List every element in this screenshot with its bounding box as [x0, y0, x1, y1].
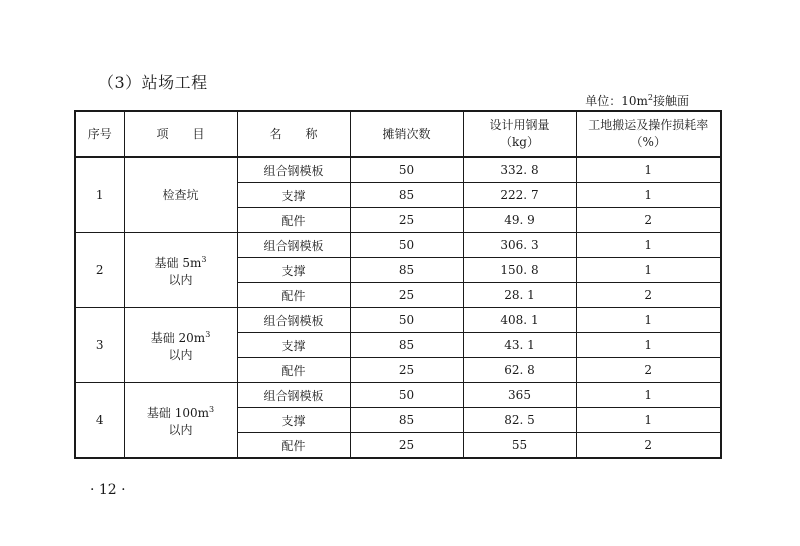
- cell-name: 组合钢模板: [237, 233, 350, 258]
- group-item-text: 基础 100m: [146, 406, 209, 420]
- group-item: [124, 157, 237, 233]
- cell-amortization: 85: [350, 258, 463, 283]
- cell-name: 组合钢模板: [237, 157, 350, 183]
- cell-steel: 222. 7: [463, 183, 576, 208]
- cell-steel: 150. 8: [463, 258, 576, 283]
- cell-name: 支撑: [237, 408, 350, 433]
- group-item: [124, 308, 237, 383]
- table-row: [75, 308, 721, 333]
- cell-steel: 28. 1: [463, 283, 576, 308]
- header-index: 序号: [75, 111, 124, 157]
- group-item-text: 基础 20m: [150, 331, 206, 345]
- group-item: [124, 233, 237, 308]
- group-item-line1: [125, 251, 237, 272]
- cell-amortization: 50: [350, 308, 463, 333]
- cell-amortization: 50: [350, 233, 463, 258]
- cell-name: 支撑: [237, 183, 350, 208]
- cell-steel: 332. 8: [463, 157, 576, 183]
- cell-steel: 43. 1: [463, 333, 576, 358]
- steel-usage-table: [74, 110, 722, 459]
- cell-steel: 49. 9: [463, 208, 576, 233]
- header-amortization: 摊销次数: [350, 111, 463, 157]
- cell-loss: 1: [576, 157, 721, 183]
- cell-amortization: 25: [350, 433, 463, 459]
- table-body: [75, 157, 721, 458]
- header-loss-line1: 工地搬运及操作损耗率: [588, 118, 709, 132]
- cell-steel: 365: [463, 383, 576, 408]
- group-item-line1: [125, 187, 237, 204]
- cell-amortization: 50: [350, 383, 463, 408]
- page-number: · 12 ·: [90, 482, 126, 498]
- group-item-sup: 3: [201, 255, 207, 264]
- table-row: [75, 233, 721, 258]
- cell-name: 组合钢模板: [237, 308, 350, 333]
- group-index: 3: [75, 308, 124, 383]
- cell-amortization: 85: [350, 333, 463, 358]
- group-item-text: 基础 5m: [154, 256, 202, 270]
- group-index: 2: [75, 233, 124, 308]
- cell-loss: 1: [576, 258, 721, 283]
- cell-amortization: 85: [350, 408, 463, 433]
- group-item-sup: 3: [205, 330, 211, 339]
- cell-loss: 1: [576, 408, 721, 433]
- header-steel-line2: （kg）: [500, 135, 539, 149]
- cell-name: 配件: [237, 208, 350, 233]
- cell-name: 组合钢模板: [237, 383, 350, 408]
- header-loss: [576, 111, 721, 157]
- unit-note-sup: 2: [647, 93, 653, 102]
- cell-amortization: 50: [350, 157, 463, 183]
- cell-loss: 2: [576, 433, 721, 459]
- cell-steel: 82. 5: [463, 408, 576, 433]
- section-title: （3）站场工程: [98, 73, 208, 92]
- cell-amortization: 25: [350, 283, 463, 308]
- cell-name: 配件: [237, 358, 350, 383]
- cell-name: 支撑: [237, 258, 350, 283]
- group-item-line1: [125, 326, 237, 347]
- group-index: 4: [75, 383, 124, 459]
- header-item: 项 目: [124, 111, 237, 157]
- cell-loss: 2: [576, 358, 721, 383]
- cell-name: 配件: [237, 283, 350, 308]
- cell-loss: 1: [576, 308, 721, 333]
- cell-loss: 1: [576, 383, 721, 408]
- group-item-sup: 3: [209, 405, 215, 414]
- cell-name: 支撑: [237, 333, 350, 358]
- table-row: [75, 157, 721, 183]
- unit-note: [585, 92, 689, 109]
- group-item-line2: 以内: [168, 348, 193, 362]
- header-steel-line1: 设计用钢量: [489, 118, 550, 132]
- header-name: 名 称: [237, 111, 350, 157]
- header-loss-line2: （%）: [630, 135, 666, 149]
- group-item-text: 检查坑: [162, 187, 199, 202]
- cell-name: 配件: [237, 433, 350, 459]
- group-item-line2: 以内: [168, 273, 193, 287]
- cell-amortization: 25: [350, 358, 463, 383]
- cell-loss: 2: [576, 208, 721, 233]
- cell-steel: 408. 1: [463, 308, 576, 333]
- cell-steel: 55: [463, 433, 576, 459]
- group-item-line1: [125, 401, 237, 422]
- unit-note-suffix: 接触面: [652, 94, 689, 108]
- cell-loss: 1: [576, 183, 721, 208]
- group-item-line2: 以内: [168, 423, 193, 437]
- cell-loss: 2: [576, 283, 721, 308]
- cell-amortization: 85: [350, 183, 463, 208]
- cell-steel: 306. 3: [463, 233, 576, 258]
- cell-loss: 1: [576, 233, 721, 258]
- cell-loss: 1: [576, 333, 721, 358]
- table-row: [75, 383, 721, 408]
- group-index: 1: [75, 157, 124, 233]
- table-header-row: [75, 111, 721, 157]
- cell-steel: 62. 8: [463, 358, 576, 383]
- unit-note-prefix: 单位：10m: [585, 94, 648, 108]
- header-steel: [463, 111, 576, 157]
- cell-amortization: 25: [350, 208, 463, 233]
- group-item: [124, 383, 237, 459]
